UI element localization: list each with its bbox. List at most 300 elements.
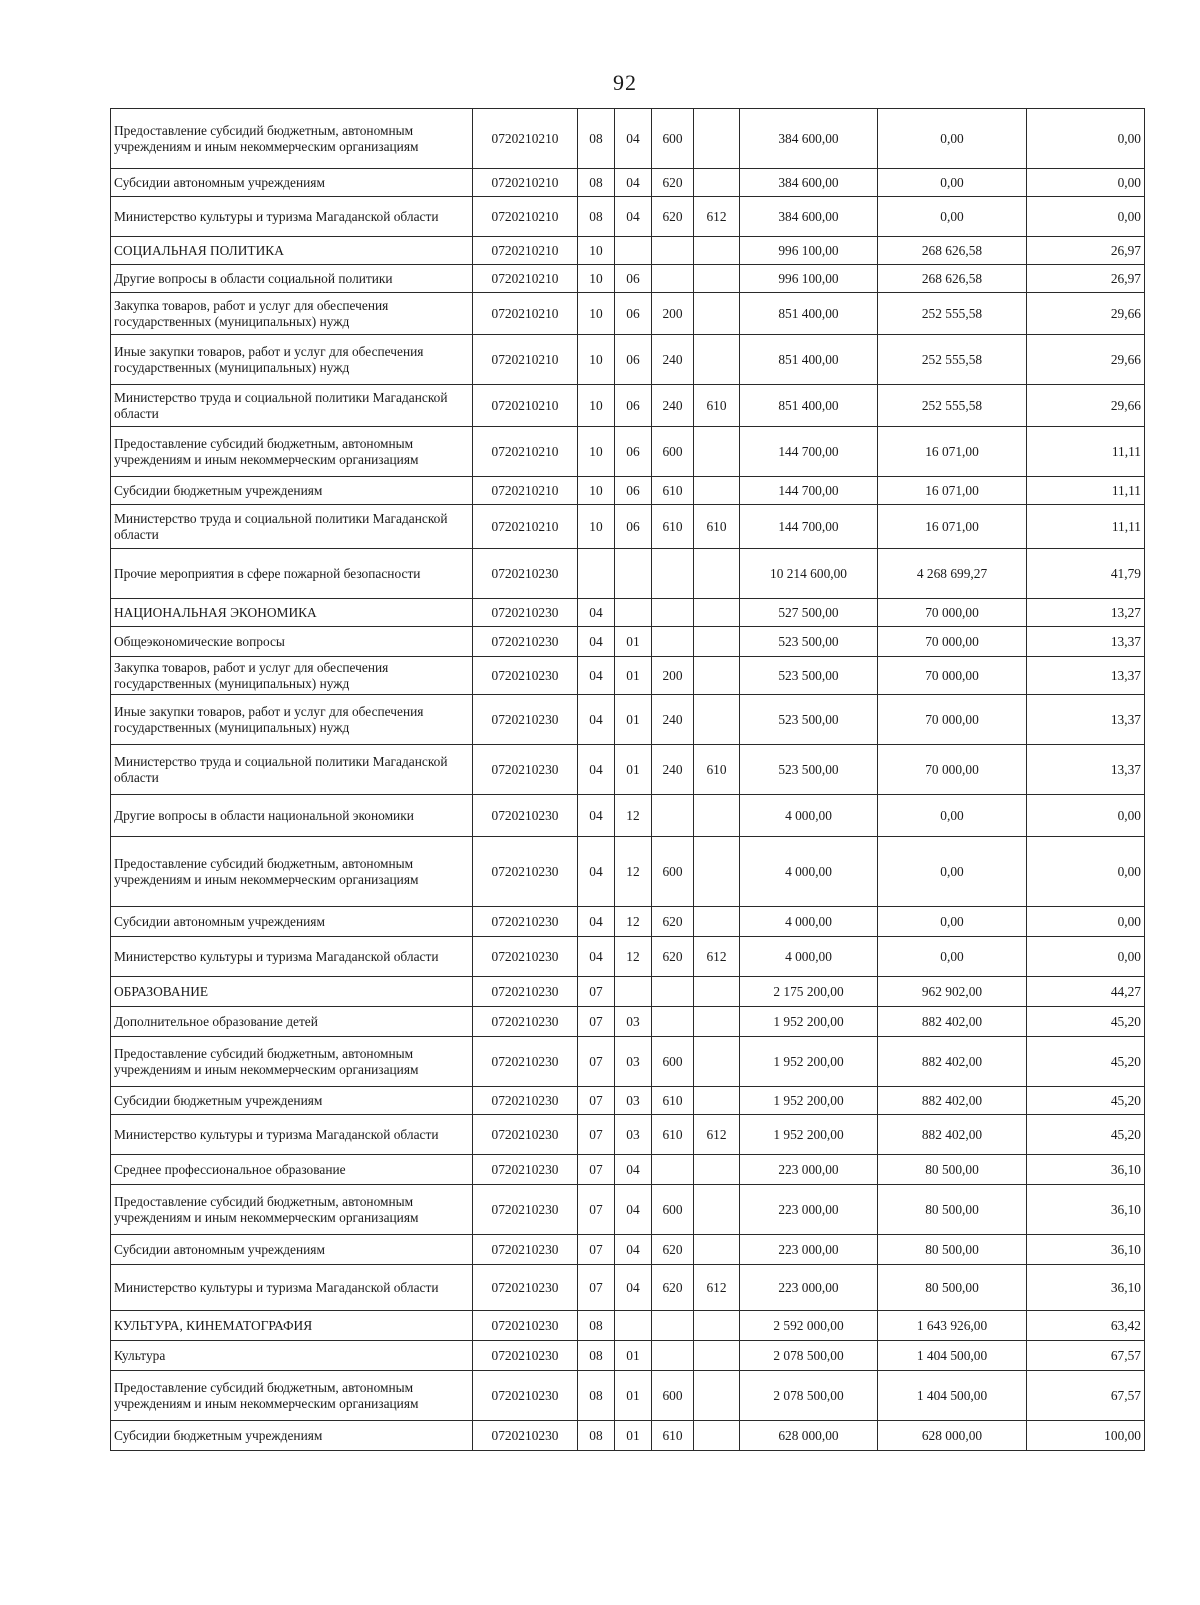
administrator-code: 612 (694, 1265, 740, 1311)
target-code: 0720210230 (473, 1311, 578, 1341)
actual-amount: 268 626,58 (878, 237, 1027, 265)
target-code: 0720210230 (473, 1007, 578, 1037)
execution-percent: 26,97 (1027, 265, 1145, 293)
execution-percent: 67,57 (1027, 1341, 1145, 1371)
budget-table (110, 108, 1145, 1451)
planned-amount: 10 214 600,00 (740, 549, 878, 599)
section-code: 04 (578, 599, 615, 627)
administrator-code (694, 977, 740, 1007)
section-code: 07 (578, 1155, 615, 1185)
table-row (111, 1341, 1145, 1371)
section-code: 10 (578, 293, 615, 335)
planned-amount: 996 100,00 (740, 237, 878, 265)
administrator-code (694, 427, 740, 477)
actual-amount: 70 000,00 (878, 657, 1027, 695)
row-name: Субсидии бюджетным учреждениям (111, 1087, 473, 1115)
target-code: 0720210230 (473, 549, 578, 599)
row-name: Министерство труда и социальной политики Магаданской области (111, 385, 473, 427)
actual-amount: 0,00 (878, 907, 1027, 937)
subsection-code: 04 (615, 1155, 652, 1185)
section-code: 04 (578, 837, 615, 907)
row-name: Культура (111, 1341, 473, 1371)
table-row (111, 1311, 1145, 1341)
row-name: Среднее профессиональное образование (111, 1155, 473, 1185)
administrator-code (694, 1421, 740, 1451)
subsection-code: 03 (615, 1115, 652, 1155)
administrator-code (694, 549, 740, 599)
subsection-code: 04 (615, 169, 652, 197)
administrator-code: 612 (694, 1115, 740, 1155)
actual-amount: 962 902,00 (878, 977, 1027, 1007)
actual-amount: 0,00 (878, 937, 1027, 977)
expense-type-code: 600 (652, 1371, 694, 1421)
target-code: 0720210230 (473, 695, 578, 745)
execution-percent: 0,00 (1027, 907, 1145, 937)
planned-amount: 144 700,00 (740, 505, 878, 549)
execution-percent: 44,27 (1027, 977, 1145, 1007)
row-name: СОЦИАЛЬНАЯ ПОЛИТИКА (111, 237, 473, 265)
target-code: 0720210230 (473, 1371, 578, 1421)
table-row (111, 505, 1145, 549)
planned-amount: 523 500,00 (740, 695, 878, 745)
section-code: 04 (578, 795, 615, 837)
section-code: 10 (578, 505, 615, 549)
row-name: Субсидии бюджетным учреждениям (111, 1421, 473, 1451)
section-code (578, 549, 615, 599)
execution-percent: 0,00 (1027, 937, 1145, 977)
administrator-code (694, 477, 740, 505)
target-code: 0720210230 (473, 937, 578, 977)
expense-type-code: 620 (652, 907, 694, 937)
administrator-code: 610 (694, 505, 740, 549)
subsection-code: 01 (615, 1371, 652, 1421)
expense-type-code: 600 (652, 1185, 694, 1235)
planned-amount: 2 592 000,00 (740, 1311, 878, 1341)
page-number: 92 (613, 70, 637, 95)
execution-percent: 29,66 (1027, 293, 1145, 335)
subsection-code (615, 549, 652, 599)
section-code: 08 (578, 109, 615, 169)
actual-amount: 252 555,58 (878, 385, 1027, 427)
expense-type-code (652, 977, 694, 1007)
administrator-code (694, 1311, 740, 1341)
administrator-code (694, 1185, 740, 1235)
expense-type-code (652, 795, 694, 837)
expense-type-code: 620 (652, 937, 694, 977)
planned-amount: 2 175 200,00 (740, 977, 878, 1007)
actual-amount: 70 000,00 (878, 695, 1027, 745)
planned-amount: 527 500,00 (740, 599, 878, 627)
subsection-code: 04 (615, 1265, 652, 1311)
expense-type-code: 610 (652, 1087, 694, 1115)
expense-type-code: 240 (652, 745, 694, 795)
section-code: 07 (578, 1265, 615, 1311)
row-name: Предоставление субсидий бюджетным, автономным учреждениям и иным некоммерческим организациям (111, 837, 473, 907)
row-name: КУЛЬТУРА, КИНЕМАТОГРАФИЯ (111, 1311, 473, 1341)
subsection-code: 01 (615, 745, 652, 795)
planned-amount: 523 500,00 (740, 657, 878, 695)
actual-amount: 80 500,00 (878, 1155, 1027, 1185)
actual-amount: 16 071,00 (878, 505, 1027, 549)
expense-type-code (652, 1311, 694, 1341)
row-name: Дополнительное образование детей (111, 1007, 473, 1037)
administrator-code (694, 109, 740, 169)
row-name: Закупка товаров, работ и услуг для обеспечения государственных (муниципальных) нужд (111, 657, 473, 695)
execution-percent: 45,20 (1027, 1087, 1145, 1115)
actual-amount: 882 402,00 (878, 1087, 1027, 1115)
planned-amount: 223 000,00 (740, 1235, 878, 1265)
actual-amount: 252 555,58 (878, 335, 1027, 385)
target-code: 0720210210 (473, 197, 578, 237)
expense-type-code (652, 599, 694, 627)
table-row (111, 265, 1145, 293)
planned-amount: 996 100,00 (740, 265, 878, 293)
subsection-code: 12 (615, 837, 652, 907)
subsection-code: 03 (615, 1037, 652, 1087)
actual-amount: 1 404 500,00 (878, 1371, 1027, 1421)
administrator-code (694, 837, 740, 907)
planned-amount: 1 952 200,00 (740, 1115, 878, 1155)
section-code: 07 (578, 1185, 615, 1235)
target-code: 0720210210 (473, 335, 578, 385)
administrator-code (694, 1087, 740, 1115)
section-code: 08 (578, 1341, 615, 1371)
row-name: НАЦИОНАЛЬНАЯ ЭКОНОМИКА (111, 599, 473, 627)
execution-percent: 29,66 (1027, 335, 1145, 385)
subsection-code: 06 (615, 265, 652, 293)
execution-percent: 13,37 (1027, 695, 1145, 745)
target-code: 0720210210 (473, 427, 578, 477)
actual-amount: 70 000,00 (878, 627, 1027, 657)
expense-type-code (652, 1007, 694, 1037)
target-code: 0720210230 (473, 1185, 578, 1235)
expense-type-code: 610 (652, 477, 694, 505)
actual-amount: 80 500,00 (878, 1185, 1027, 1235)
planned-amount: 144 700,00 (740, 477, 878, 505)
row-name: Предоставление субсидий бюджетным, автономным учреждениям и иным некоммерческим организациям (111, 427, 473, 477)
target-code: 0720210210 (473, 505, 578, 549)
subsection-code: 06 (615, 505, 652, 549)
actual-amount: 70 000,00 (878, 745, 1027, 795)
subsection-code: 03 (615, 1087, 652, 1115)
section-code: 08 (578, 1311, 615, 1341)
table-row (111, 549, 1145, 599)
actual-amount: 882 402,00 (878, 1037, 1027, 1087)
actual-amount: 70 000,00 (878, 599, 1027, 627)
table-row (111, 1235, 1145, 1265)
administrator-code: 610 (694, 385, 740, 427)
administrator-code (694, 627, 740, 657)
actual-amount: 16 071,00 (878, 477, 1027, 505)
target-code: 0720210230 (473, 599, 578, 627)
target-code: 0720210210 (473, 169, 578, 197)
subsection-code: 03 (615, 1007, 652, 1037)
row-name: Субсидии автономным учреждениям (111, 1235, 473, 1265)
section-code: 04 (578, 907, 615, 937)
planned-amount: 1 952 200,00 (740, 1007, 878, 1037)
table-row (111, 1037, 1145, 1087)
table-row (111, 1421, 1145, 1451)
expense-type-code: 620 (652, 197, 694, 237)
planned-amount: 4 000,00 (740, 795, 878, 837)
table-row (111, 599, 1145, 627)
execution-percent: 36,10 (1027, 1155, 1145, 1185)
execution-percent: 36,10 (1027, 1235, 1145, 1265)
subsection-code: 01 (615, 627, 652, 657)
administrator-code (694, 695, 740, 745)
expense-type-code: 200 (652, 293, 694, 335)
expense-type-code (652, 627, 694, 657)
subsection-code: 06 (615, 477, 652, 505)
subsection-code: 12 (615, 795, 652, 837)
expense-type-code: 610 (652, 1421, 694, 1451)
section-code: 10 (578, 427, 615, 477)
section-code: 04 (578, 657, 615, 695)
administrator-code (694, 1235, 740, 1265)
actual-amount: 1 643 926,00 (878, 1311, 1027, 1341)
expense-type-code: 200 (652, 657, 694, 695)
planned-amount: 628 000,00 (740, 1421, 878, 1451)
administrator-code (694, 335, 740, 385)
section-code: 07 (578, 1037, 615, 1087)
execution-percent: 0,00 (1027, 837, 1145, 907)
execution-percent: 11,11 (1027, 477, 1145, 505)
execution-percent: 45,20 (1027, 1115, 1145, 1155)
subsection-code: 06 (615, 335, 652, 385)
planned-amount: 223 000,00 (740, 1155, 878, 1185)
actual-amount: 882 402,00 (878, 1115, 1027, 1155)
target-code: 0720210210 (473, 477, 578, 505)
table-row (111, 1155, 1145, 1185)
subsection-code (615, 977, 652, 1007)
row-name: Предоставление субсидий бюджетным, автономным учреждениям и иным некоммерческим организациям (111, 1371, 473, 1421)
table-row (111, 169, 1145, 197)
table-row (111, 109, 1145, 169)
section-code: 08 (578, 197, 615, 237)
subsection-code: 12 (615, 937, 652, 977)
planned-amount: 4 000,00 (740, 937, 878, 977)
table-row (111, 385, 1145, 427)
execution-percent: 13,37 (1027, 657, 1145, 695)
row-name: Субсидии автономным учреждениям (111, 907, 473, 937)
row-name: ОБРАЗОВАНИЕ (111, 977, 473, 1007)
administrator-code: 610 (694, 745, 740, 795)
table-row (111, 1265, 1145, 1311)
actual-amount: 1 404 500,00 (878, 1341, 1027, 1371)
planned-amount: 384 600,00 (740, 197, 878, 237)
target-code: 0720210230 (473, 1421, 578, 1451)
execution-percent: 0,00 (1027, 109, 1145, 169)
execution-percent: 13,37 (1027, 627, 1145, 657)
section-code: 08 (578, 1421, 615, 1451)
actual-amount: 0,00 (878, 169, 1027, 197)
administrator-code (694, 1037, 740, 1087)
table-row (111, 1087, 1145, 1115)
row-name: Министерство труда и социальной политики Магаданской области (111, 505, 473, 549)
expense-type-code (652, 549, 694, 599)
target-code: 0720210230 (473, 627, 578, 657)
planned-amount: 523 500,00 (740, 745, 878, 795)
target-code: 0720210210 (473, 265, 578, 293)
administrator-code (694, 169, 740, 197)
table-row (111, 627, 1145, 657)
planned-amount: 1 952 200,00 (740, 1037, 878, 1087)
target-code: 0720210230 (473, 657, 578, 695)
section-code: 07 (578, 1007, 615, 1037)
execution-percent: 63,42 (1027, 1311, 1145, 1341)
planned-amount: 2 078 500,00 (740, 1341, 878, 1371)
actual-amount: 268 626,58 (878, 265, 1027, 293)
row-name: Другие вопросы в области социальной политики (111, 265, 473, 293)
expense-type-code: 620 (652, 169, 694, 197)
target-code: 0720210230 (473, 1115, 578, 1155)
row-name: Предоставление субсидий бюджетным, автономным учреждениям и иным некоммерческим организациям (111, 1185, 473, 1235)
execution-percent: 26,97 (1027, 237, 1145, 265)
administrator-code (694, 1007, 740, 1037)
section-code: 10 (578, 477, 615, 505)
section-code: 07 (578, 1087, 615, 1115)
actual-amount: 0,00 (878, 109, 1027, 169)
target-code: 0720210210 (473, 109, 578, 169)
execution-percent: 0,00 (1027, 197, 1145, 237)
expense-type-code (652, 237, 694, 265)
expense-type-code: 610 (652, 1115, 694, 1155)
table-row (111, 795, 1145, 837)
target-code: 0720210230 (473, 1235, 578, 1265)
planned-amount: 144 700,00 (740, 427, 878, 477)
subsection-code: 06 (615, 293, 652, 335)
target-code: 0720210210 (473, 385, 578, 427)
target-code: 0720210210 (473, 237, 578, 265)
execution-percent: 0,00 (1027, 169, 1145, 197)
actual-amount: 80 500,00 (878, 1265, 1027, 1311)
execution-percent: 67,57 (1027, 1371, 1145, 1421)
target-code: 0720210230 (473, 1155, 578, 1185)
administrator-code (694, 657, 740, 695)
table-row (111, 907, 1145, 937)
expense-type-code: 240 (652, 335, 694, 385)
actual-amount: 0,00 (878, 837, 1027, 907)
target-code: 0720210230 (473, 745, 578, 795)
table-row (111, 657, 1145, 695)
table-row (111, 1007, 1145, 1037)
table-row (111, 197, 1145, 237)
table-row (111, 937, 1145, 977)
administrator-code (694, 293, 740, 335)
execution-percent: 13,37 (1027, 745, 1145, 795)
row-name: Предоставление субсидий бюджетным, автономным учреждениям и иным некоммерческим организациям (111, 109, 473, 169)
execution-percent: 41,79 (1027, 549, 1145, 599)
subsection-code: 01 (615, 695, 652, 745)
section-code: 10 (578, 265, 615, 293)
table-row (111, 1115, 1145, 1155)
administrator-code (694, 1371, 740, 1421)
administrator-code (694, 237, 740, 265)
target-code: 0720210230 (473, 907, 578, 937)
row-name: Субсидии автономным учреждениям (111, 169, 473, 197)
planned-amount: 2 078 500,00 (740, 1371, 878, 1421)
subsection-code: 04 (615, 197, 652, 237)
planned-amount: 851 400,00 (740, 385, 878, 427)
planned-amount: 384 600,00 (740, 109, 878, 169)
actual-amount: 628 000,00 (878, 1421, 1027, 1451)
subsection-code: 01 (615, 1341, 652, 1371)
target-code: 0720210230 (473, 1037, 578, 1087)
expense-type-code: 610 (652, 505, 694, 549)
subsection-code: 06 (615, 385, 652, 427)
subsection-code: 04 (615, 109, 652, 169)
subsection-code: 04 (615, 1185, 652, 1235)
subsection-code: 01 (615, 657, 652, 695)
row-name: Предоставление субсидий бюджетным, автономным учреждениям и иным некоммерческим организациям (111, 1037, 473, 1087)
table-row (111, 477, 1145, 505)
section-code: 10 (578, 237, 615, 265)
table-row (111, 427, 1145, 477)
planned-amount: 223 000,00 (740, 1265, 878, 1311)
expense-type-code: 240 (652, 385, 694, 427)
section-code: 07 (578, 977, 615, 1007)
row-name: Другие вопросы в области национальной экономики (111, 795, 473, 837)
row-name: Министерство культуры и туризма Магаданской области (111, 197, 473, 237)
section-code: 08 (578, 169, 615, 197)
expense-type-code: 620 (652, 1235, 694, 1265)
section-code: 04 (578, 745, 615, 795)
section-code: 07 (578, 1235, 615, 1265)
row-name: Министерство труда и социальной политики Магаданской области (111, 745, 473, 795)
administrator-code (694, 1155, 740, 1185)
row-name: Иные закупки товаров, работ и услуг для обеспечения государственных (муниципальных) нужд (111, 335, 473, 385)
table-row (111, 977, 1145, 1007)
expense-type-code (652, 1341, 694, 1371)
administrator-code (694, 1341, 740, 1371)
subsection-code (615, 599, 652, 627)
planned-amount: 4 000,00 (740, 837, 878, 907)
planned-amount: 851 400,00 (740, 293, 878, 335)
execution-percent: 11,11 (1027, 505, 1145, 549)
expense-type-code: 240 (652, 695, 694, 745)
section-code: 04 (578, 695, 615, 745)
subsection-code (615, 237, 652, 265)
expense-type-code: 620 (652, 1265, 694, 1311)
target-code: 0720210230 (473, 1265, 578, 1311)
execution-percent: 100,00 (1027, 1421, 1145, 1451)
execution-percent: 45,20 (1027, 1007, 1145, 1037)
planned-amount: 4 000,00 (740, 907, 878, 937)
planned-amount: 523 500,00 (740, 627, 878, 657)
administrator-code: 612 (694, 937, 740, 977)
target-code: 0720210230 (473, 795, 578, 837)
expense-type-code: 600 (652, 109, 694, 169)
row-name: Закупка товаров, работ и услуг для обеспечения государственных (муниципальных) нужд (111, 293, 473, 335)
row-name: Общеэкономические вопросы (111, 627, 473, 657)
execution-percent: 45,20 (1027, 1037, 1145, 1087)
administrator-code (694, 795, 740, 837)
row-name: Министерство культуры и туризма Магаданской области (111, 1115, 473, 1155)
target-code: 0720210210 (473, 293, 578, 335)
expense-type-code: 600 (652, 837, 694, 907)
row-name: Прочие мероприятия в сфере пожарной безопасности (111, 549, 473, 599)
actual-amount: 16 071,00 (878, 427, 1027, 477)
row-name: Министерство культуры и туризма Магаданской области (111, 1265, 473, 1311)
execution-percent: 11,11 (1027, 427, 1145, 477)
actual-amount: 4 268 699,27 (878, 549, 1027, 599)
target-code: 0720210230 (473, 1087, 578, 1115)
administrator-code (694, 265, 740, 293)
planned-amount: 851 400,00 (740, 335, 878, 385)
planned-amount: 223 000,00 (740, 1185, 878, 1235)
section-code: 10 (578, 385, 615, 427)
subsection-code: 01 (615, 1421, 652, 1451)
